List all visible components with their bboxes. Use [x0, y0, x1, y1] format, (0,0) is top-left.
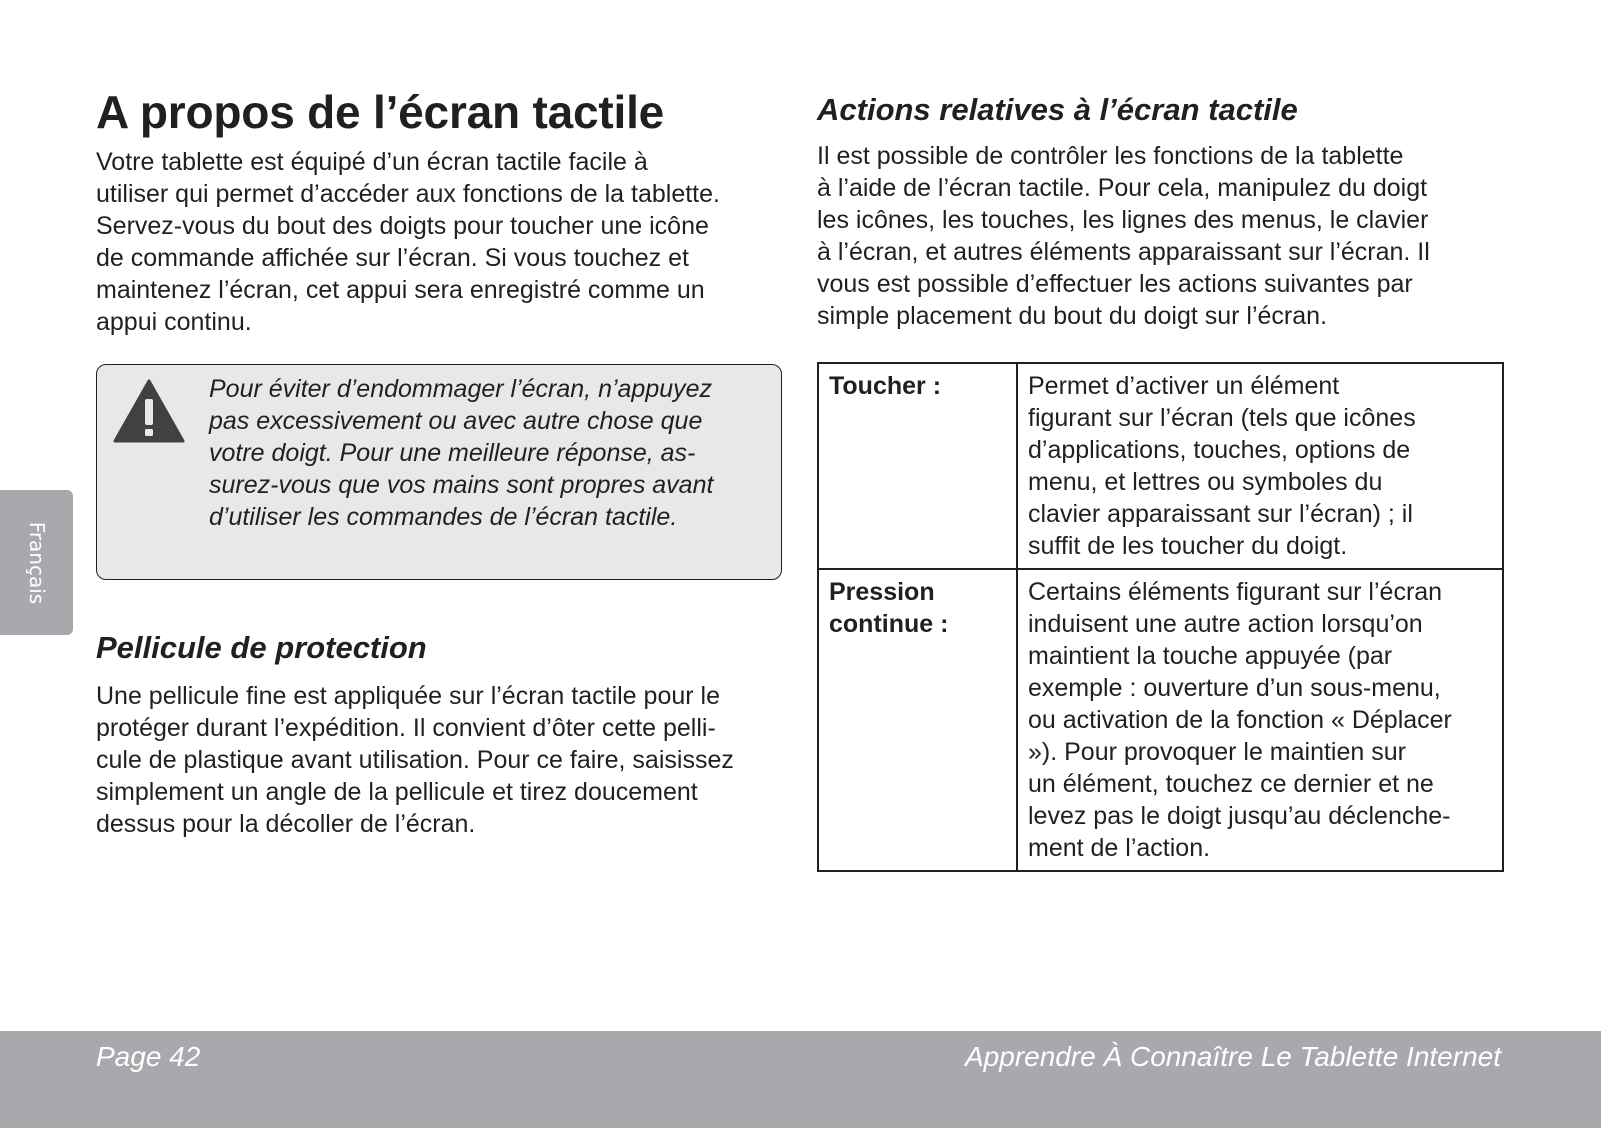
actions-table [817, 362, 1504, 872]
action-description: Certains éléments figurant sur l’écran induisent une autre action lorsqu’on maintient la touche appuyée (par exemple : ouverture d’un sous-menu, ou activation de la fonction « Déplacer »). Pour provoquer le maintien sur un élément, touchez ce dernier et ne levez pas le doigt jusqu’au déclenche- ment de l’action. [1017, 569, 1503, 871]
language-tab [0, 490, 73, 635]
protection-heading: Pellicule de protection [96, 630, 427, 665]
actions-intro-paragraph: Il est possible de contrôler les fonctions de la tablette à l’aide de l’écran tactile. Pour cela, manipulez du doigt les icônes, les touches, les lignes des menus, le clavier à l’écran, et autres éléments apparaissant sur l’écran. Il vous est possible d’effectuer les actions suivantes par simple placement du bout du doigt sur l’écran. [817, 142, 1430, 330]
table-row [818, 363, 1503, 569]
action-term: Toucher : [818, 363, 1017, 569]
action-term: Pression continue : [818, 569, 1017, 871]
footer-bar [0, 1031, 1601, 1128]
page-title: A propos de l’écran tactile [96, 86, 665, 138]
intro-paragraph: Votre tablette est équipé d’un écran tactile facile à utiliser qui permet d’accéder aux fonctions de la tablette. Servez-vous du bout des doigts pour toucher une icône de commande affichée sur l’écran. Si vous touchez et maintenez l’écran, cet appui sera enregistré comme un appui continu. [96, 148, 720, 336]
warning-callout [96, 364, 782, 580]
footer-title: Apprendre À Connaître Le Tablette Internet [965, 1041, 1501, 1072]
protection-paragraph: Une pellicule fine est appliquée sur l’écran tactile pour le protéger durant l’expédition. Il convient d’ôter cette pelli- cule de plastique avant utilisation. Pour ce faire, saisissez simplement un angle de la pellicule et tirez doucement dessus pour la décoller de l’écran. [96, 682, 734, 838]
action-description: Permet d’activer un élément figurant sur l’écran (tels que icônes d’applications, touches, options de menu, et lettres ou symboles du clavier apparaissant sur l’écran) ; il suffit de les toucher du doigt. [1017, 363, 1503, 569]
warning-triangle-icon [113, 379, 185, 443]
actions-heading: Actions relatives à l’écran tactile [817, 92, 1298, 127]
page-number: Page 42 [96, 1041, 201, 1072]
warning-text: Pour éviter d’endommager l’écran, n’appuyez pas excessivement ou avec autre chose que votre doigt. Pour une meilleure réponse, as- surez-vous que vos mains sont propres avant d’utiliser les commandes de l’écran tactile. [209, 375, 714, 531]
language-tab-label: Français [24, 521, 49, 604]
table-row [818, 569, 1503, 871]
